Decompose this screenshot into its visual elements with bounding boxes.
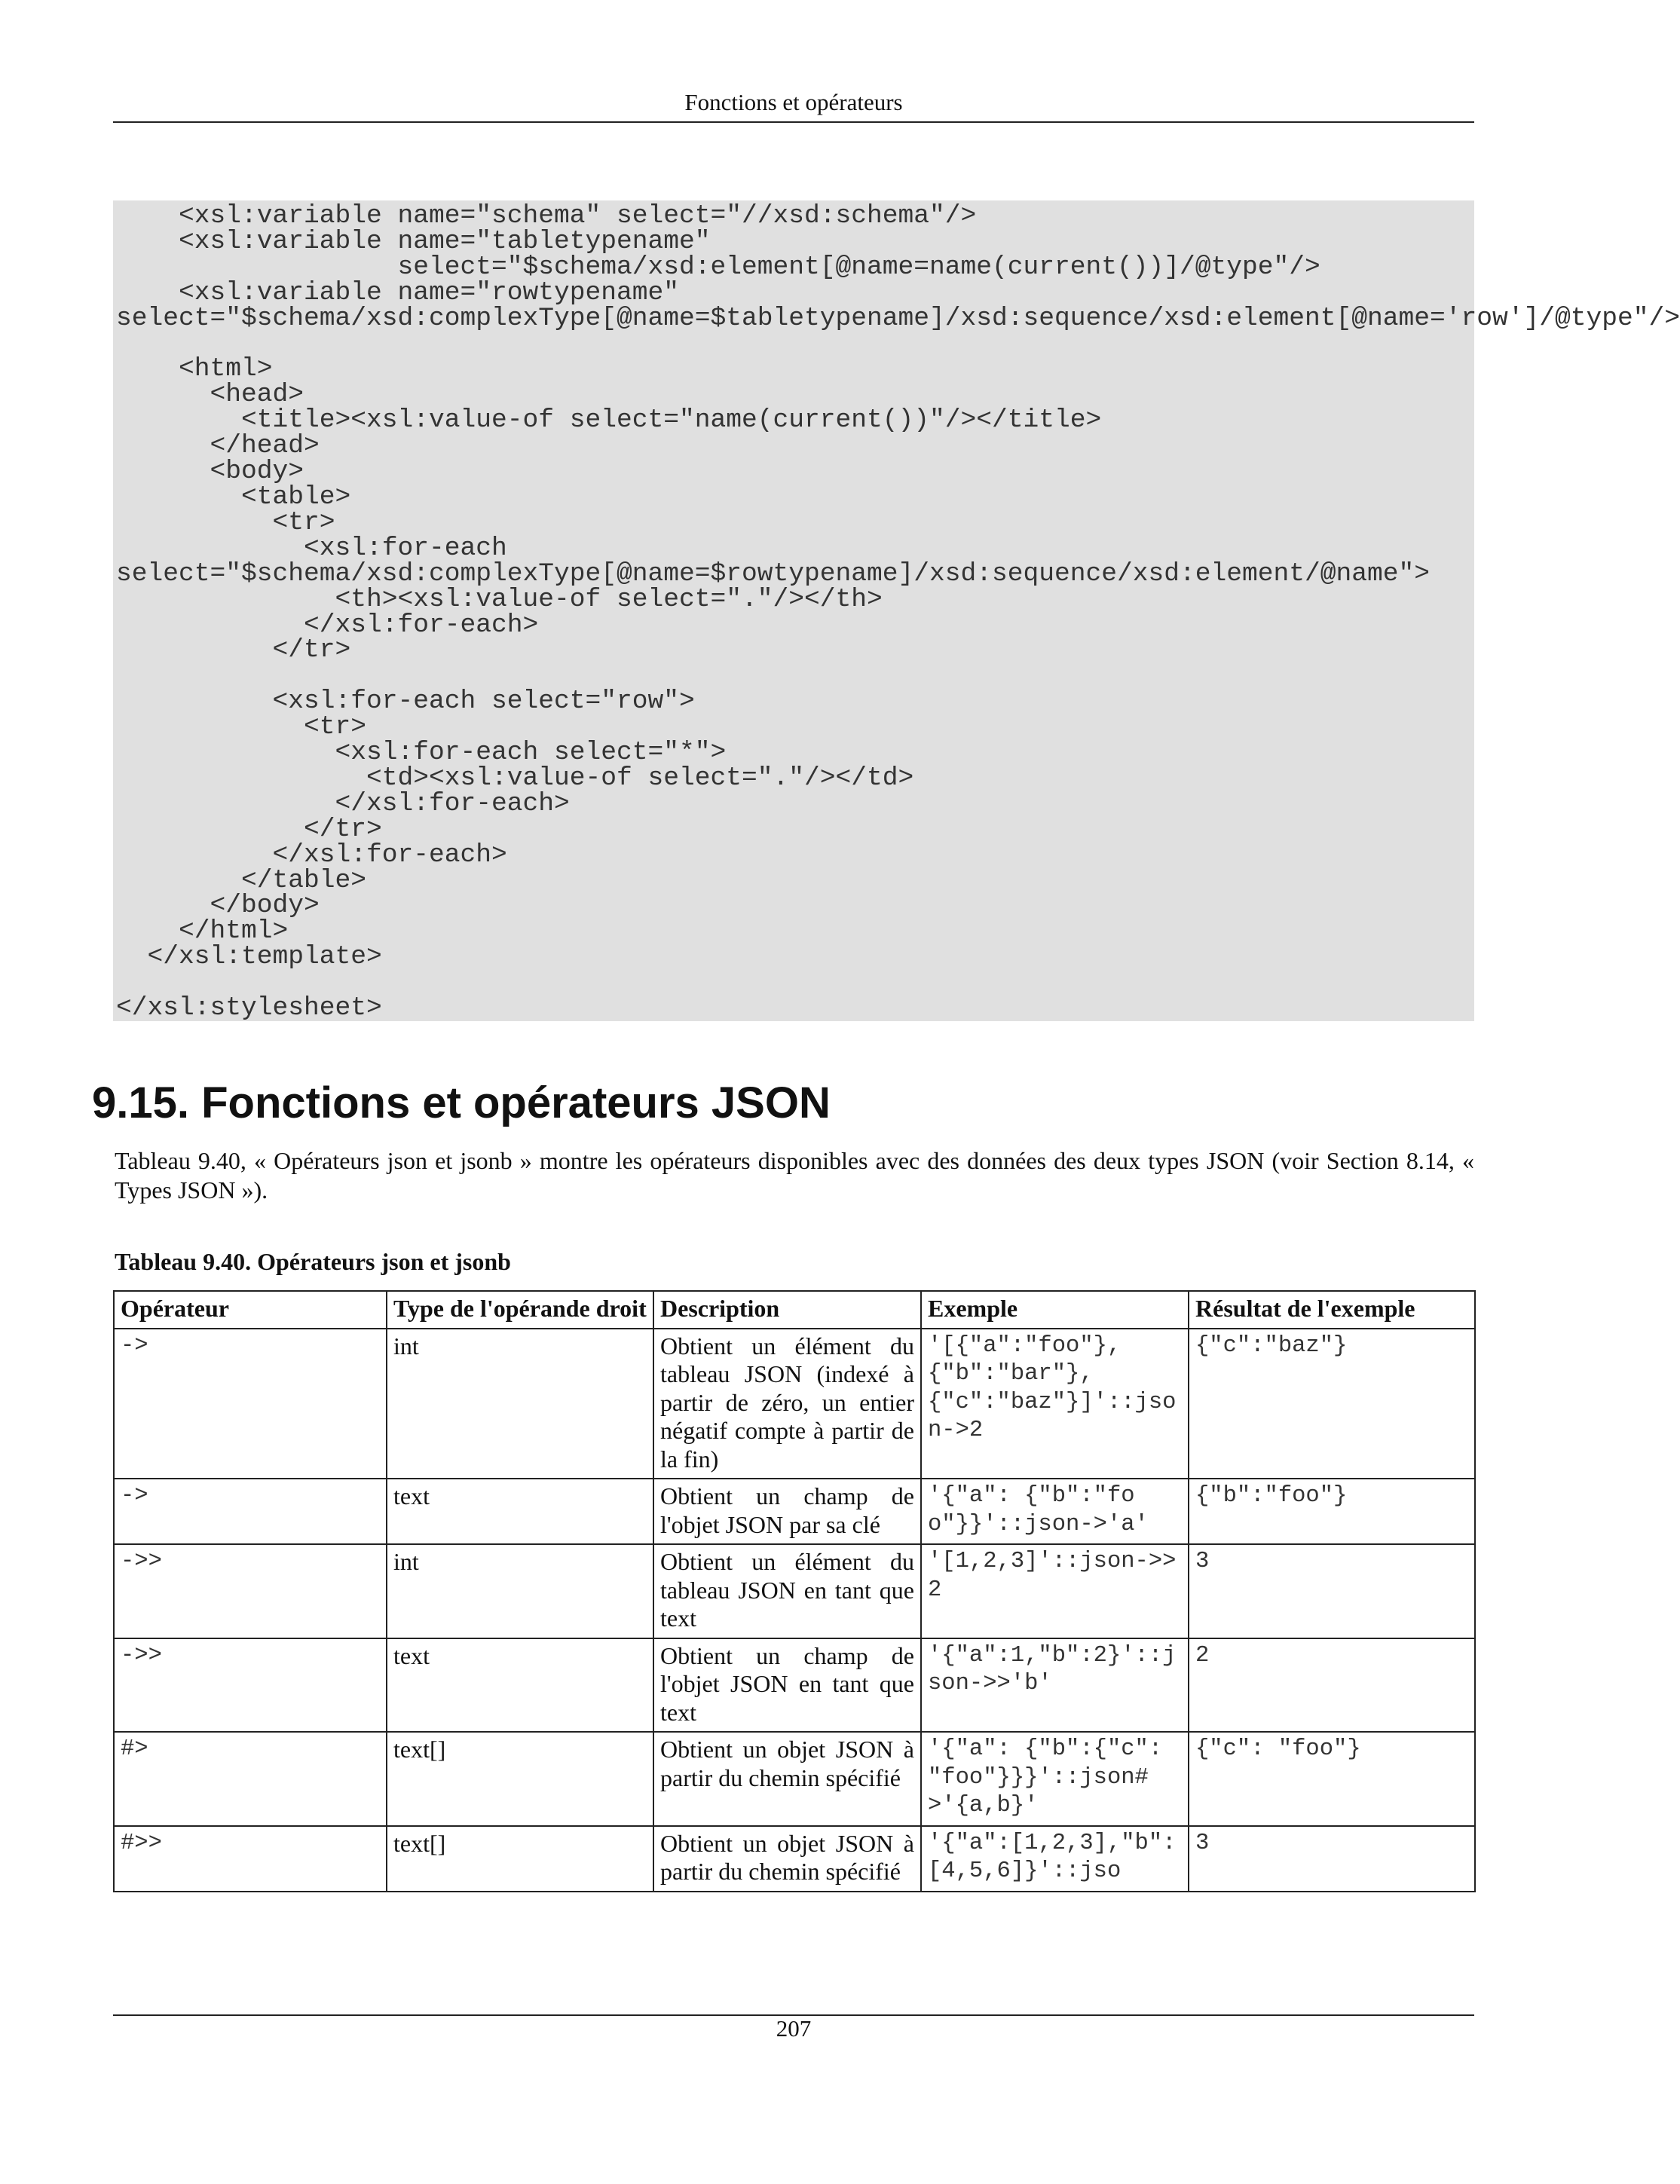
header-example: Exemple — [921, 1291, 1189, 1329]
cell-result: 2 — [1189, 1638, 1475, 1733]
table-row — [114, 1329, 1475, 1479]
header-rule — [113, 121, 1474, 123]
cell-description: Obtient un élément du tableau JSON en tant que text — [653, 1544, 921, 1638]
cell-result: {"b":"foo"} — [1189, 1479, 1475, 1544]
cell-description: Obtient un champ de l'objet JSON en tant que text — [653, 1638, 921, 1733]
cell-description: Obtient un élément du tableau JSON (indexé à partir de zéro, un entier négatif compte à partir de la fin) — [653, 1329, 921, 1479]
cell-operator: -> — [114, 1329, 387, 1479]
cell-operator: #> — [114, 1732, 387, 1826]
table-row — [114, 1826, 1475, 1892]
json-operators-table — [113, 1290, 1476, 1892]
header-description: Description — [653, 1291, 921, 1329]
table-header-row — [114, 1291, 1475, 1329]
cell-operator: ->> — [114, 1638, 387, 1733]
cell-operator: ->> — [114, 1544, 387, 1638]
cell-type: text — [387, 1479, 653, 1544]
code-text: <xsl:variable name="schema" select="//xsd:schema"/> <xsl:variable name="tabletypename" select="$schema/xsd:element[@name=name(current())]/@type"/> <xsl:variable name="rowtypename" select="$schema/xsd:complexType[@name=$tabletypename]/xsd:sequence/xsd:element[@name='row']/@type"/> <html> <head> <title><xsl:value-of select="name(current())"/></title> </head> <body> <table> <tr> <xsl:for-each select="$schema/xsd:complexType[@name=$rowtypename]/xsd:sequence/xsd:element/@name"> <th><xsl:value-of select="."/></th> </xsl:for-each> </tr> <xsl:for-each select="row"> <tr> <xsl:for-each select="*"> <td><xsl:value-of select="."/></td> </xsl:for-each> </tr> </xsl:for-each> </table> </body> </html> </xsl:template> </xsl:stylesheet> — [116, 201, 1680, 1023]
table-row — [114, 1732, 1475, 1826]
cell-operator: -> — [114, 1479, 387, 1544]
cell-example: '[1,2,3]'::json->>2 — [921, 1544, 1189, 1638]
cell-type: text[] — [387, 1826, 653, 1892]
cell-result: {"c":"baz"} — [1189, 1329, 1475, 1479]
table-caption: Tableau 9.40. Opérateurs json et jsonb — [115, 1248, 511, 1275]
cell-type: text[] — [387, 1732, 653, 1826]
cell-type: int — [387, 1544, 653, 1638]
cell-type: int — [387, 1329, 653, 1479]
cell-example: '{"a":1,"b":2}'::json->>'b' — [921, 1638, 1189, 1733]
section-title: 9.15. Fonctions et opérateurs JSON — [92, 1078, 831, 1127]
header-result: Résultat de l'exemple — [1189, 1291, 1475, 1329]
running-header: Fonctions et opérateurs — [684, 89, 903, 115]
cell-example: '{"a": {"b":"foo"}}'::json->'a' — [921, 1479, 1189, 1544]
page-number: 207 — [776, 2015, 812, 2042]
cell-description: Obtient un champ de l'objet JSON par sa clé — [653, 1479, 921, 1544]
table-row — [114, 1544, 1475, 1638]
cell-description: Obtient un objet JSON à partir du chemin spécifié — [653, 1826, 921, 1892]
cell-example: '[{"a":"foo"},{"b":"bar"},{"c":"baz"}]'::json->2 — [921, 1329, 1189, 1479]
header-operator: Opérateur — [114, 1291, 387, 1329]
cell-type: text — [387, 1638, 653, 1733]
header-right-operand-type: Type de l'opérande droit — [387, 1291, 653, 1329]
section-intro: Tableau 9.40, « Opérateurs json et jsonb » montre les opérateurs disponibles avec des données des deux types JSON (voir Section 8.14, « Types JSON »). — [115, 1147, 1474, 1204]
cell-result: {"c": "foo"} — [1189, 1732, 1475, 1826]
table-row — [114, 1479, 1475, 1544]
cell-result: 3 — [1189, 1826, 1475, 1892]
cell-result: 3 — [1189, 1544, 1475, 1638]
cell-example: '{"a": {"b":{"c": "foo"}}}'::json#>'{a,b}' — [921, 1732, 1189, 1826]
cell-example: '{"a":[1,2,3],"b":[4,5,6]}'::jso — [921, 1826, 1189, 1892]
table-row — [114, 1638, 1475, 1733]
cell-description: Obtient un objet JSON à partir du chemin spécifié — [653, 1732, 921, 1826]
cell-operator: #>> — [114, 1826, 387, 1892]
code-listing — [113, 200, 1680, 1023]
